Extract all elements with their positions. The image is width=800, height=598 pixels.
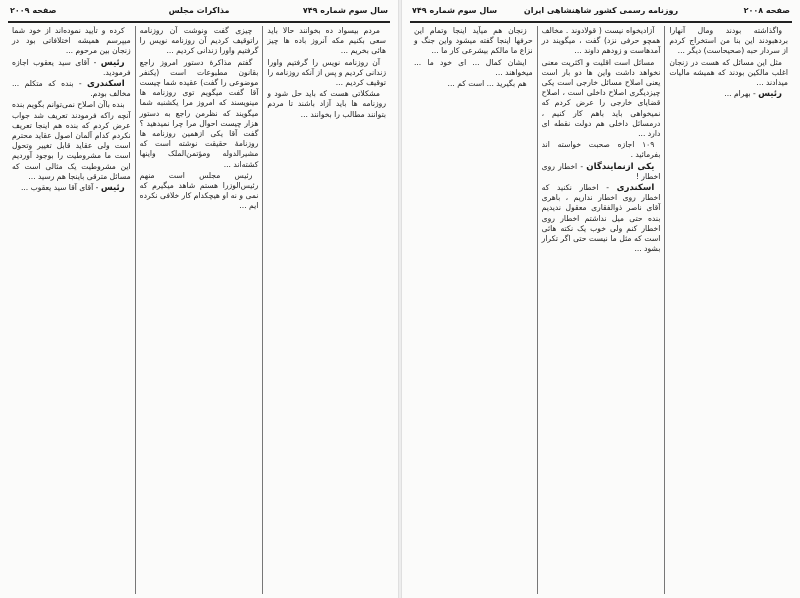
paragraph-text: اخطار نکنید که اخطار روی اخطار نداریم ، باهری آقای ناصر ذوالفقاری معقول ندیدیم بنده حتی میل نداشتم اخطار روی اخطار کنم ولی خوب یک نکته هائی است که مثل ما نیست حتی اگر تکرار بشود ... xyxy=(541,183,661,254)
paragraph xyxy=(542,58,661,140)
paragraph xyxy=(267,58,386,89)
paragraph-text: مردم بیسواد ده بخوانند حالا باید سعی بکنیم مکه آنروز باده ها چیز هائی بخریم ... xyxy=(267,26,386,56)
paragraph-text: بهرام ... xyxy=(724,89,751,99)
paragraph: یکی ازنمایندگان - اخطار روی اخطار ! xyxy=(541,161,661,181)
page-number: صفحه ۲۰۰۹ xyxy=(10,6,57,15)
text-column xyxy=(135,26,263,594)
paragraph-text: آن روزنامه نویس را گرفتیم واورا زندانی کردیم و پس از آنکه روزنامه را توقیف کردیم ... xyxy=(267,57,386,88)
text-column xyxy=(8,26,135,594)
paragraph: رئیس - آقای آقا سید یعقوب ... xyxy=(20,183,125,194)
right-page xyxy=(402,0,800,598)
text-columns xyxy=(8,26,390,594)
speaker-name: رئیس xyxy=(100,183,125,194)
paragraph xyxy=(414,26,533,57)
paragraph xyxy=(12,26,131,57)
paragraph-text: واگذاشته بودند ومال آنهارا بردهبودند این بنا من استخراج کردم از سردار حبه (صحیحاست) دیگر ... xyxy=(669,26,788,56)
paragraph xyxy=(267,26,386,57)
paragraph xyxy=(542,26,661,57)
paragraph: رئیس - آقای سید یعقوب اجازه فرمودید. xyxy=(11,57,131,77)
paragraph-text: آقای آقا سید یعقوب ... xyxy=(20,183,94,193)
paragraph-text: مثل این مسائل که هست در زنجان اغلب مالکین بودند که همیشه مالیات میدادند ... xyxy=(669,57,788,88)
left-page xyxy=(0,0,398,598)
paragraph-text: ۱۰۹ اجازه صحبت خواسته اند بفرمائید . xyxy=(541,140,661,160)
issue-number: سال سوم شماره ۷۴۹ xyxy=(412,6,498,15)
paragraph xyxy=(414,58,533,78)
paragraph xyxy=(12,100,131,182)
text-column xyxy=(262,26,390,594)
paragraph: اسکندری - اخطار نکنید که اخطار روی اخطار نداریم ، باهری آقای ناصر ذوالفقاری معقول ندیدیم بنده حتی میل نداشتم اخطار روی اخطار کنم ولی خوب یک نکته هائی است که مثل ما نیست حتی اگر تکرار بشود ... xyxy=(541,183,661,254)
speaker-name: یکی ازنمایندگان xyxy=(586,161,655,172)
paragraph-text: زنجان هم میآید اینجا وتمام این حرفها اینجا گفته میشود واین جنگ و نزاع ما مالکم بیشرعی کار ما ... xyxy=(413,26,533,56)
page-header xyxy=(10,6,388,20)
header-rule xyxy=(8,21,390,23)
paragraph-text: هم بگیرید ... است کم ... xyxy=(447,79,527,89)
text-column xyxy=(537,26,665,594)
paragraph-text: چیزی گفت ونوشت آن روزنامه راتوقیف کردیم آن روزنامه نویس را گرفتیم واورا زندانی کردیم ... xyxy=(139,26,259,56)
paragraph xyxy=(414,79,533,89)
paragraph xyxy=(267,89,386,120)
paragraph-text: مسائل است اقلیت و اکثریت معنی نخواهد داشت واین ها دو بار است یعنی اصلاح مسائل خارجی است یکی چیزدیگری اصلاح داخلی است ، اصلاح قضایای خارجی را عرض کردم که نمیخواهی باید باهم کار کنیم ، درمسائل داخلی هم دولت نقطه ای دارد ... xyxy=(541,57,661,139)
speaker-name: اسکندری xyxy=(616,183,655,194)
text-columns xyxy=(410,26,792,594)
speaker-name: اسکندری xyxy=(86,79,125,90)
paragraph xyxy=(542,140,661,160)
paragraph-text: آزادیخواه نیست ( قولادوند . مخالف همچو حرفی نزد) گفت ، میگویند در آمدهاست و زودهم داوند ... xyxy=(541,26,661,56)
page-number: صفحه ۲۰۰۸ xyxy=(743,6,790,15)
paragraph: رئیس - بهرام ... xyxy=(724,89,782,100)
paragraph: اسکندری - بنده که متکلم ... مخالف بودم. xyxy=(11,79,131,99)
paragraph-text: اخطار روی اخطار ! xyxy=(541,161,661,181)
paragraph-text: مشکلاتی هست که باید حل شود و روزنامه ها باید آزاد باشند تا مردم بتوانند مطالب را بخوانند ... xyxy=(267,89,386,119)
text-column xyxy=(664,26,792,594)
paragraph-text: گفتم مذاکرهٔ دستور امروز راجع بقانون مطبوعات است (یکنفر موضوعی را گفت) عقیده شما چیست آقا گفت میگویم توی روزنامه ها مینویسند که امروز مرا یکشنبه شما میگویند که نظرمن راجع به دستور هزار چیست احوال مرا چرا نمیدهید ؟ گفت آقا یکی ازهمین روزنامه ها روزنامهٔ حقیقت نوشته است که مشیرالدوله ومؤتمن‌الملک واینها کشته‌اند ... xyxy=(139,57,259,169)
paragraph-text: بنده باآن اصلاح نمی‌توانم بگویم بنده آنچه راکه فرمودند تعریف شد جواب عرض کردم که بنده هم اینجا تعریف نکردم کدام آلمان اصول عقاید محترم است ولی عقاید قابل تغییر وتحول است ما مشروطیت را بوجود آوردیم این مشروطیت یک مثالی است که مسائل مترقی باینجا هم رسید ... xyxy=(11,100,131,181)
section-title: مذاکرات مجلس xyxy=(168,6,230,15)
paragraph xyxy=(140,58,259,170)
speaker-name: رئیس xyxy=(758,89,782,100)
header-rule xyxy=(410,21,792,23)
publication-title: روزنامه رسمی کشور شاهنشاهی ایران xyxy=(523,6,679,15)
speaker-name: رئیس xyxy=(100,57,125,68)
paragraph xyxy=(140,26,259,57)
page-header xyxy=(412,6,790,20)
paragraph-text: ایشان کمال ... ای خود ما ... میخواهند ... xyxy=(413,57,533,77)
text-column xyxy=(410,26,537,594)
issue-number: سال سوم شماره ۷۴۹ xyxy=(302,6,388,15)
paragraph xyxy=(669,26,788,57)
paragraph-text: بنده که متکلم ... مخالف بودم. xyxy=(11,79,131,99)
paragraph-text: آقای سید یعقوب اجازه فرمودید. xyxy=(11,57,131,77)
paragraph-text: کرده و تأیید نموده‌اند از خود شما میپرسم همیشه اختلافاتی بود در زنجان بین مرحوم ... xyxy=(11,26,131,56)
paragraph xyxy=(140,171,259,212)
paragraph-text: رئیس مجلس است منهم رئیس‌الوزرا هستم شاهد میگیرم که نمی و نه او هیچکدام کار خلافی نکرده ایم ... xyxy=(139,170,259,211)
paragraph xyxy=(669,58,788,89)
